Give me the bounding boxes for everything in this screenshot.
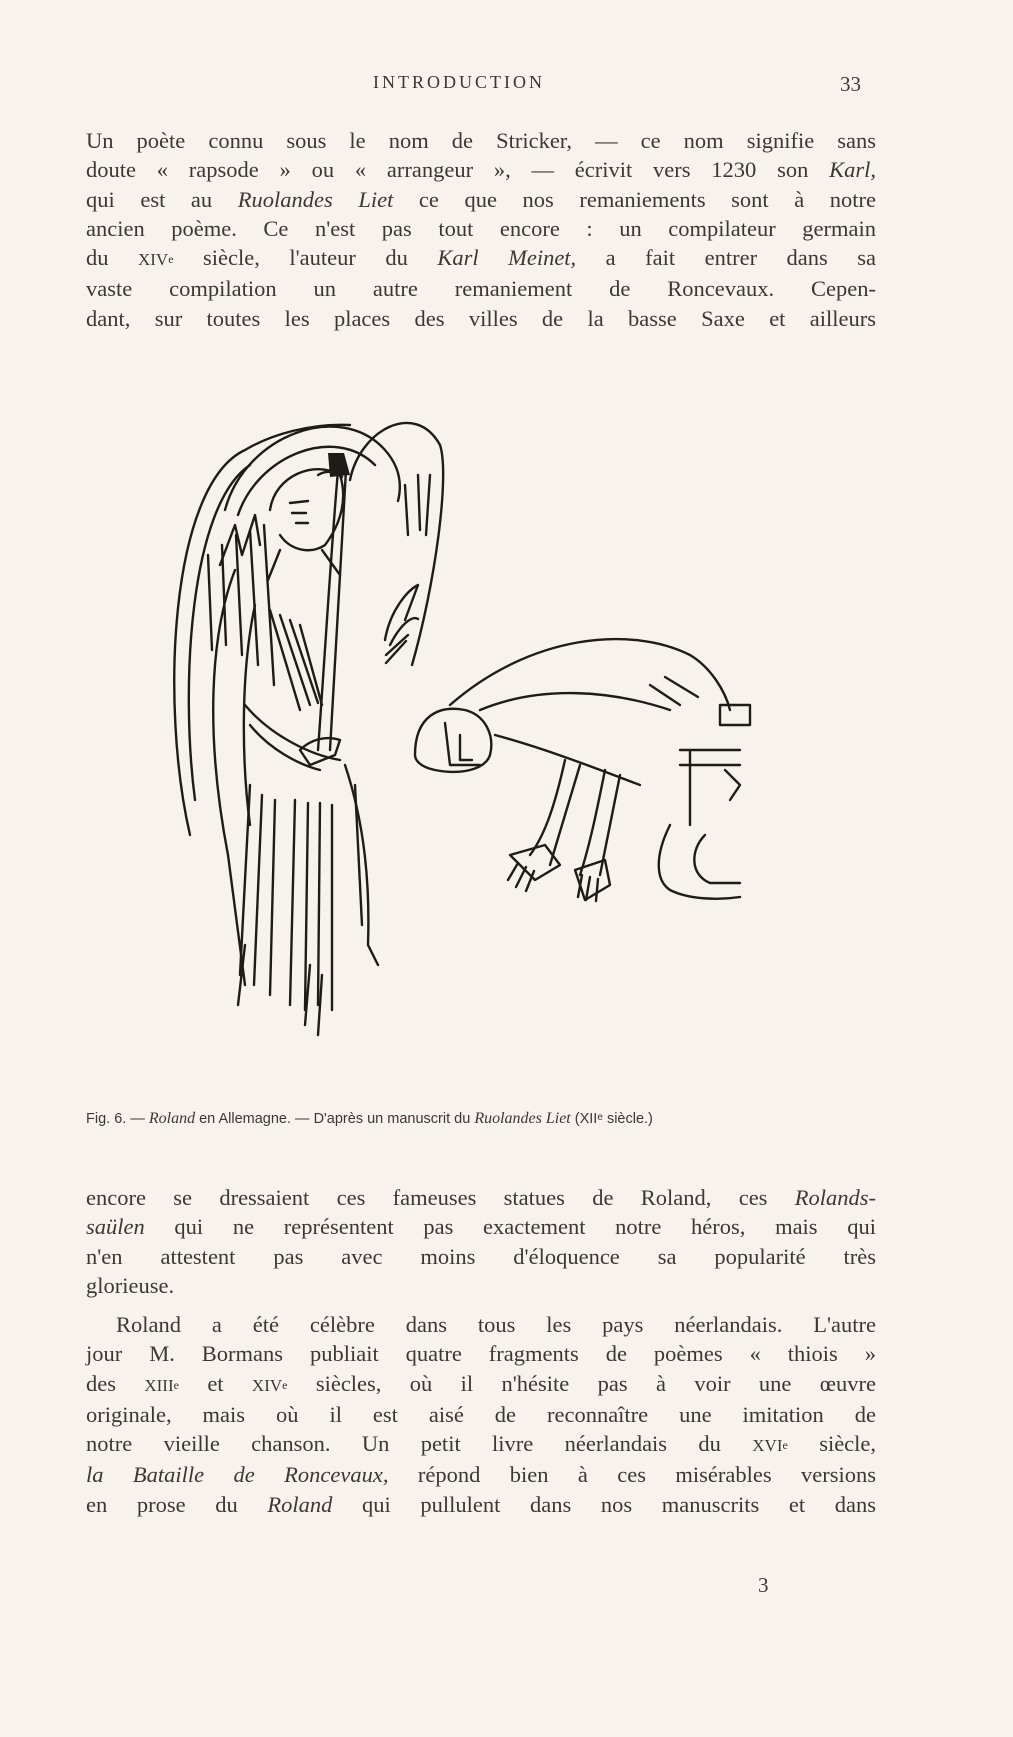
page-number: 33 <box>840 72 861 96</box>
paragraph-2 <box>86 1183 876 1300</box>
text-line: glorieuse. <box>86 1272 175 1298</box>
text-line: encore se dressaient ces fameuses statues de Roland, ces Rolands- <box>86 1185 876 1210</box>
text-line: Roland a été célèbre dans tous les pays néerlandais. L'autre <box>116 1312 876 1337</box>
text-line: Un poète connu sous le nom de Stricker, — ce nom signifie sans <box>86 128 876 153</box>
text-line: du XIVe siècle, l'auteur du Karl Meinet, a fait entrer dans sa <box>86 245 877 271</box>
paragraph-3 <box>86 1310 876 1519</box>
text-line: n'en attestent pas avec moins d'éloquence sa popularité très <box>86 1243 876 1269</box>
text-line: des XIIIe et XIVe siècles, où il n'hésite pas à voir une œuvre <box>86 1370 877 1396</box>
illustration-roland-angel <box>150 405 870 1095</box>
text-line: en prose du Roland qui pullulent dans nos manuscrits et dans <box>86 1491 876 1517</box>
text-line: la Bataille de Roncevaux, répond bien à ces misérables versions <box>86 1462 877 1488</box>
text-line: originale, mais où il est aisé de reconnaître une imitation de <box>86 1401 876 1427</box>
running-head <box>0 72 1013 102</box>
text-line: qui est au Ruolandes Liet ce que nos remaniements sont à notre <box>86 186 877 212</box>
text-line: saülen qui ne représentent pas exactement notre héros, mais qui <box>86 1214 876 1240</box>
text-line: jour M. Bormans publiait quatre fragments de poèmes « thiois » <box>86 1341 876 1367</box>
figure-caption: Fig. 6. — Roland en Allemagne. — D'après un manuscrit du Ruolandes Liet (XIIe siècle.) <box>86 1110 653 1127</box>
engraving-drawing <box>150 405 870 1095</box>
text-line: notre vieille chanson. Un petit livre néerlandais du XVIe siècle, <box>86 1431 877 1457</box>
text-line: vaste compilation un autre remaniement de Roncevaux. Cepen- <box>86 276 876 302</box>
text-line: doute « rapsode » ou « arrangeur », — écrivit vers 1230 son Karl, <box>86 157 877 183</box>
text-line: dant, sur toutes les places des villes de la basse Saxe et ailleurs <box>86 305 876 331</box>
paragraph-1 <box>86 126 876 333</box>
running-title: INTRODUCTION <box>373 72 545 92</box>
signature-mark: 3 <box>758 1573 769 1597</box>
text-line: ancien poème. Ce n'est pas tout encore : un compilateur germain <box>86 215 876 241</box>
